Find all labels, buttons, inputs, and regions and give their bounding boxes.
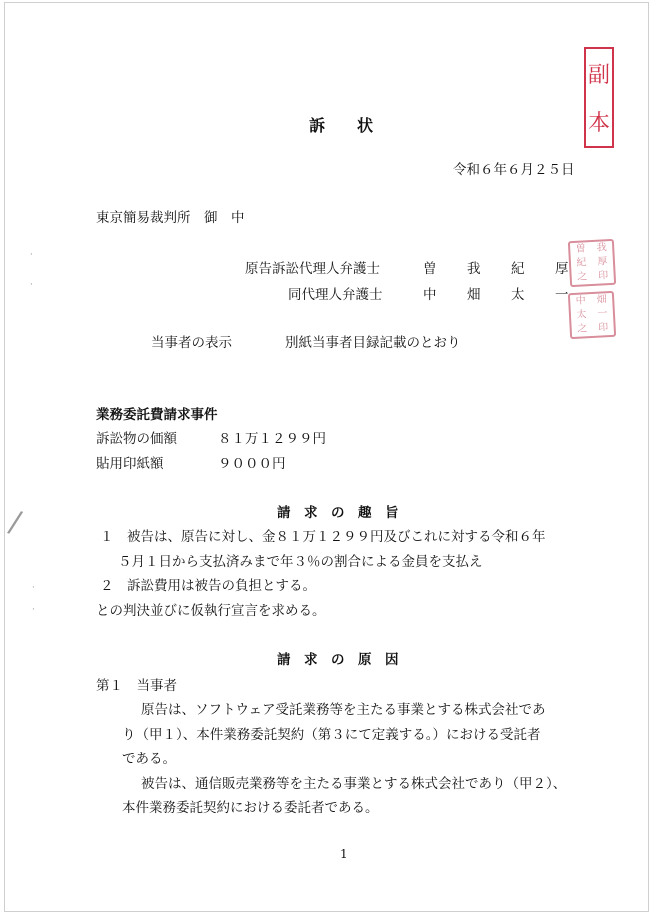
claims-heading: 請 求 の 趣 旨 (277, 505, 399, 521)
lawyer-name-char: 曽 (423, 261, 437, 277)
document-title: 訴 状 (309, 116, 374, 135)
stamp-char: 本 (587, 111, 610, 137)
scan-speck: · (32, 583, 35, 593)
lawyer-name-char: 畑 (467, 287, 481, 303)
filing-date: 令和６年６月２５日 (453, 162, 575, 178)
stamp-char: 副 (587, 62, 610, 88)
section-title: 第１ 当事者 (96, 678, 177, 694)
page-number: 1 (340, 847, 348, 861)
case-name: 業務委託費請求事件 (96, 407, 218, 423)
scan-speck: · (30, 250, 33, 260)
lawyer-role: 同代理人弁護士 (288, 287, 383, 303)
claim-line: ５月１日から支払済みまで年３％の割合による金員を支払え (118, 554, 483, 570)
lawyer-seal-1: 曽 我 紀 厚 之 印 (568, 239, 616, 287)
cause-line: である。 (122, 751, 176, 767)
parties-value: 別紙当事者目録記載のとおり (285, 335, 461, 351)
lawyer-role: 原告訴訟代理人弁護士 (245, 261, 380, 277)
lawyer-seal-2: 中 畑 太 一 之 印 (568, 291, 616, 339)
lawyer-name-char: 一 (555, 287, 569, 303)
lawyer-name-char: 厚 (555, 261, 569, 277)
scan-scratch: / (5, 504, 25, 541)
scan-speck: · (30, 280, 33, 290)
cause-line: り（甲１）、本件業務委託契約（第３にて定義する。）における受託者 (122, 727, 541, 743)
lawyer-name-char: 太 (511, 287, 525, 303)
lawyer-name-char: 中 (423, 287, 437, 303)
cause-line: 本件業務委託契約における委託者である。 (122, 800, 379, 816)
amount-value: ８１万１２９９円 (218, 431, 326, 447)
claim-line: ２ 訴訟費用は被告の負担とする。 (100, 578, 316, 594)
parties-label: 当事者の表示 (151, 335, 232, 351)
amount-label: 貼用印紙額 (96, 456, 164, 472)
lawyer-name-char: 紀 (511, 261, 525, 277)
cause-line: 原告は、ソフトウェア受託業務等を主たる事業とする株式会社であ (141, 702, 546, 718)
court-addressee: 東京簡易裁判所 御 中 (96, 210, 245, 226)
cause-line: 被告は、通信販売業務等を主たる事業とする株式会社であり（甲２）、 (141, 776, 567, 792)
claim-line: １ 被告は、原告に対し、金８１万１２９９円及びこれに対する令和６年 (100, 529, 546, 545)
amount-label: 訴訟物の価額 (96, 431, 177, 447)
claim-line: との判決並びに仮執行宣言を求める。 (96, 603, 326, 619)
lawyer-name-char: 我 (467, 261, 481, 277)
amount-value: ９０００円 (218, 456, 286, 472)
scan-speck: · (32, 605, 35, 615)
causes-heading: 請 求 の 原 因 (277, 652, 399, 668)
fukuhon-stamp (584, 47, 614, 148)
